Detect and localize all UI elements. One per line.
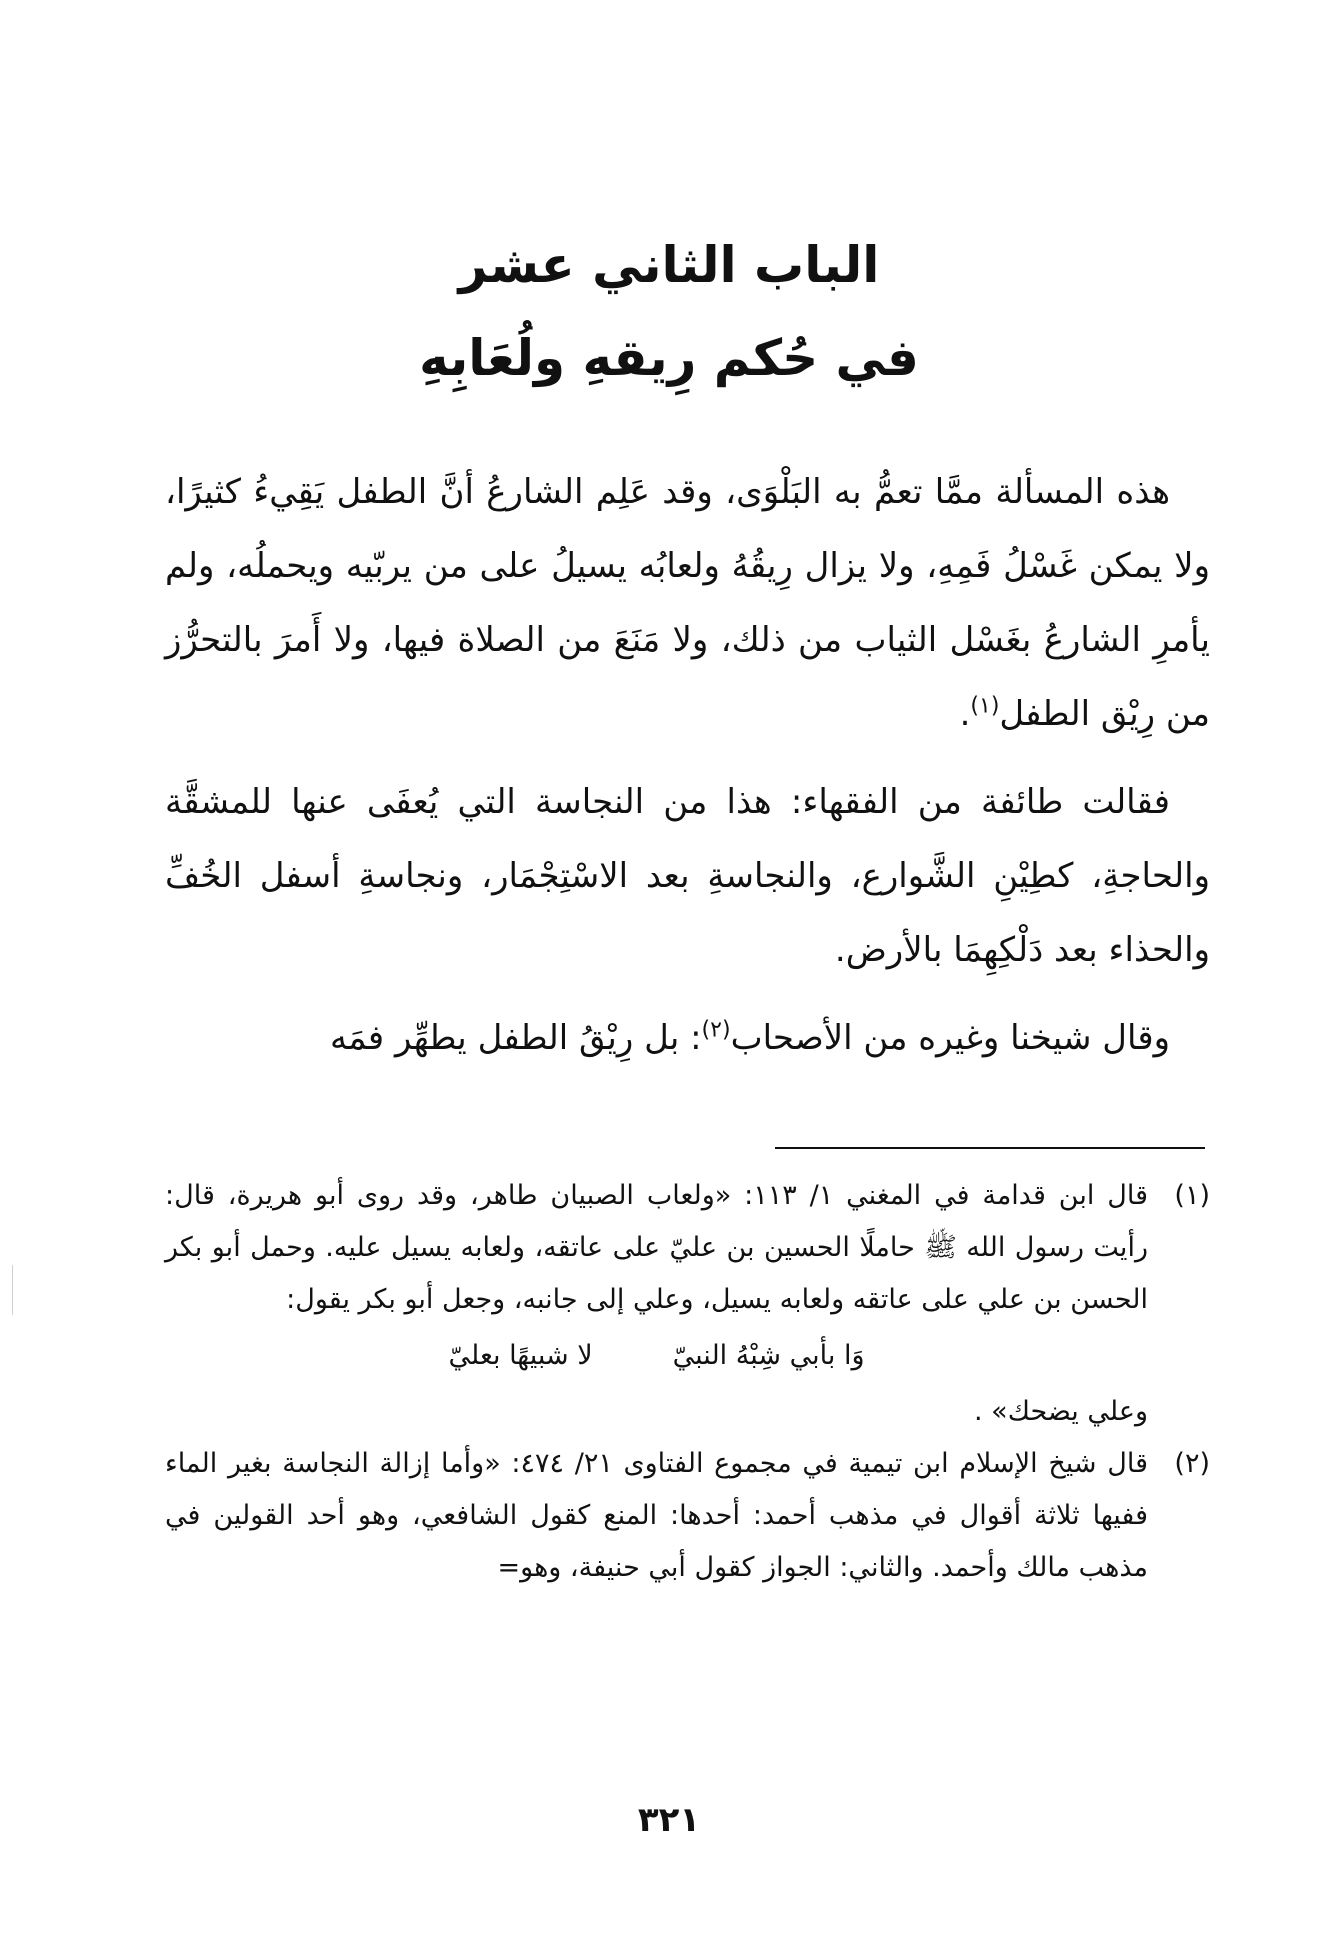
footnote-number: (١): [1174, 1180, 1210, 1211]
paragraph-text: هذه المسألة ممَّا تعمُّ به البَلْوَى، وقد عَلِم الشارعُ أنَّ الطفل يَقِيءُ كثيرًا، ولا يمكن غَسْلُ فَمِهِ، ولا يزال رِيقُهُ ولعابُه يسيلُ على من يربّيه ويحملُه، ولم يأمرِ الشارعُ بغَسْل الثياب من ذلك، ولا مَنَعَ من الصلاة فيها، ولا أَمرَ بالتحرُّز من رِيْق الطفل: [165, 472, 1210, 734]
footnote: [165, 1170, 1210, 1438]
footnote: [165, 1438, 1210, 1594]
footnote-number: (٢): [1174, 1448, 1210, 1479]
verse-second-half: لا شبيهًا بعليّ: [448, 1340, 593, 1371]
footnote-reference: (١): [970, 693, 1000, 719]
footnote-separator: [775, 1147, 1205, 1149]
paragraph-tail: .: [959, 694, 971, 734]
footnote-reference: (٢): [701, 1017, 731, 1043]
verse-first-half: وَا بأبي شِبْهُ النبيّ: [672, 1340, 865, 1371]
footnote-closing: وعلي يضحك» .: [974, 1396, 1148, 1427]
page-number: ٣٢١: [637, 1800, 701, 1840]
paragraph: [165, 1001, 1210, 1075]
footnote-text: قال ابن قدامة في المغني ١/ ١١٣: «ولعاب الصبيان طاهر، وقد روى أبو هريرة، قال: رأيت رسول الله ﷺ حاملًا الحسين بن عليّ على عاتقه، ولعابه يسيل عليه. وحمل أبو بكر الحسن بن علي على عاتقه ولعابه يسيل، وعلي إلى جانبه، وجعل أبو بكر يقول:: [165, 1180, 1148, 1315]
chapter-title: الباب الثاني عشر: [458, 236, 880, 294]
footnote-body: [165, 1438, 1148, 1594]
verse: [165, 1330, 1148, 1382]
footnotes: [165, 1170, 1210, 1594]
paragraph: [165, 765, 1210, 987]
chapter-subtitle: في حُكم رِيقهِ ولُعَابِهِ: [419, 329, 919, 387]
margin-mark: [12, 1265, 13, 1315]
paragraph-tail: : بل رِيْقُ الطفل يطهِّر فمَه: [330, 1018, 702, 1058]
paragraph: [165, 455, 1210, 751]
main-text: [165, 455, 1210, 1089]
paragraph-text: فقالت طائفة من الفقهاء: هذا من النجاسة التي يُعفَى عنها للمشقَّة والحاجةِ، كطِيْنِ الشَّوارع، والنجاسةِ بعد الاسْتِجْمَار، ونجاسةِ أسفل الخُفِّ والحذاء بعد دَلْكِهِمَا بالأرض.: [165, 782, 1210, 970]
footnote-body: [165, 1170, 1148, 1438]
paragraph-text: وقال شيخنا وغيره من الأصحاب: [730, 1018, 1170, 1058]
footnote-text: قال شيخ الإسلام ابن تيمية في مجموع الفتاوى ٢١/ ٤٧٤: «وأما إزالة النجاسة بغير الماء ففيها ثلاثة أقوال في مذهب أحمد: أحدها: المنع كقول الشافعي، وهو أحد القولين في مذهب مالك وأحمد. والثاني: الجواز كقول أبي حنيفة، وهو=: [165, 1448, 1148, 1583]
